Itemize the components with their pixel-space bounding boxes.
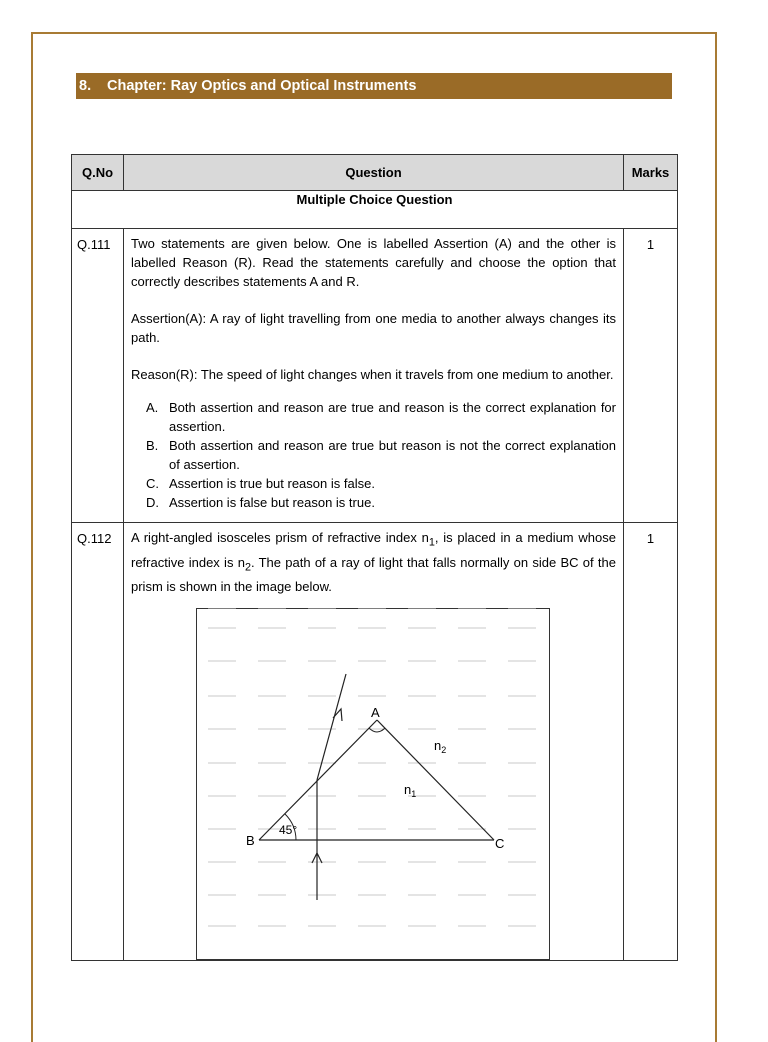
angle-label: 45° bbox=[279, 823, 298, 838]
question-body bbox=[124, 229, 624, 523]
prism-diagram bbox=[196, 608, 550, 960]
header-marks: Marks bbox=[624, 155, 678, 191]
options-list bbox=[131, 398, 616, 512]
table-row-q112 bbox=[72, 523, 678, 961]
question-intro: Two statements are given below. One is labelled Assertion (A) and the other is labelled Reason (R). Read the statements carefully and choose the option that correctly describes statements A and R. bbox=[131, 236, 616, 289]
option-b: B. Both assertion and reason are true but reason is not the correct explanation of assertion. bbox=[146, 438, 616, 472]
assertion-text: Assertion(A): A ray of light travelling from one media to another always changes its path. bbox=[131, 311, 616, 345]
question-number: Q.111 bbox=[72, 229, 124, 523]
chapter-title: Chapter: Ray Optics and Optical Instruments bbox=[107, 78, 417, 94]
n2-label: $n_2$ bbox=[434, 738, 447, 756]
section-label: Multiple Choice Question bbox=[72, 191, 678, 229]
table-header-row bbox=[72, 155, 678, 191]
header-question: Question bbox=[124, 155, 624, 191]
vertex-c-label: C bbox=[495, 836, 505, 852]
marks-value: 1 bbox=[624, 229, 678, 523]
table-row-q111 bbox=[72, 229, 678, 523]
question-table bbox=[71, 154, 678, 961]
section-row bbox=[72, 191, 678, 229]
marks-value: 1 bbox=[624, 523, 678, 961]
vertex-a-label: A bbox=[371, 705, 380, 721]
question-body bbox=[124, 523, 624, 961]
chapter-banner bbox=[76, 73, 672, 99]
option-d: D. Assertion is false but reason is true. bbox=[146, 495, 375, 510]
question-text: A right-angled isosceles prism of refractive index $n_1$, is placed in a medium whose refractive index is $n_2$. The path of a ray of light that falls normally on side BC of the prism is shown in the image below. bbox=[131, 530, 616, 595]
question-number: Q.112 bbox=[72, 523, 124, 961]
n1-label: $n_1$ bbox=[404, 782, 417, 800]
option-c: C. Assertion is true but reason is false. bbox=[146, 476, 375, 491]
option-a: A. Both assertion and reason are true and reason is the correct explanation for assertion. bbox=[146, 400, 616, 434]
header-qno: Q.No bbox=[72, 155, 124, 191]
chapter-number: 8. bbox=[79, 78, 92, 94]
reason-text: Reason(R): The speed of light changes when it travels from one medium to another. bbox=[131, 367, 614, 382]
vertex-b-label: B bbox=[246, 833, 255, 849]
